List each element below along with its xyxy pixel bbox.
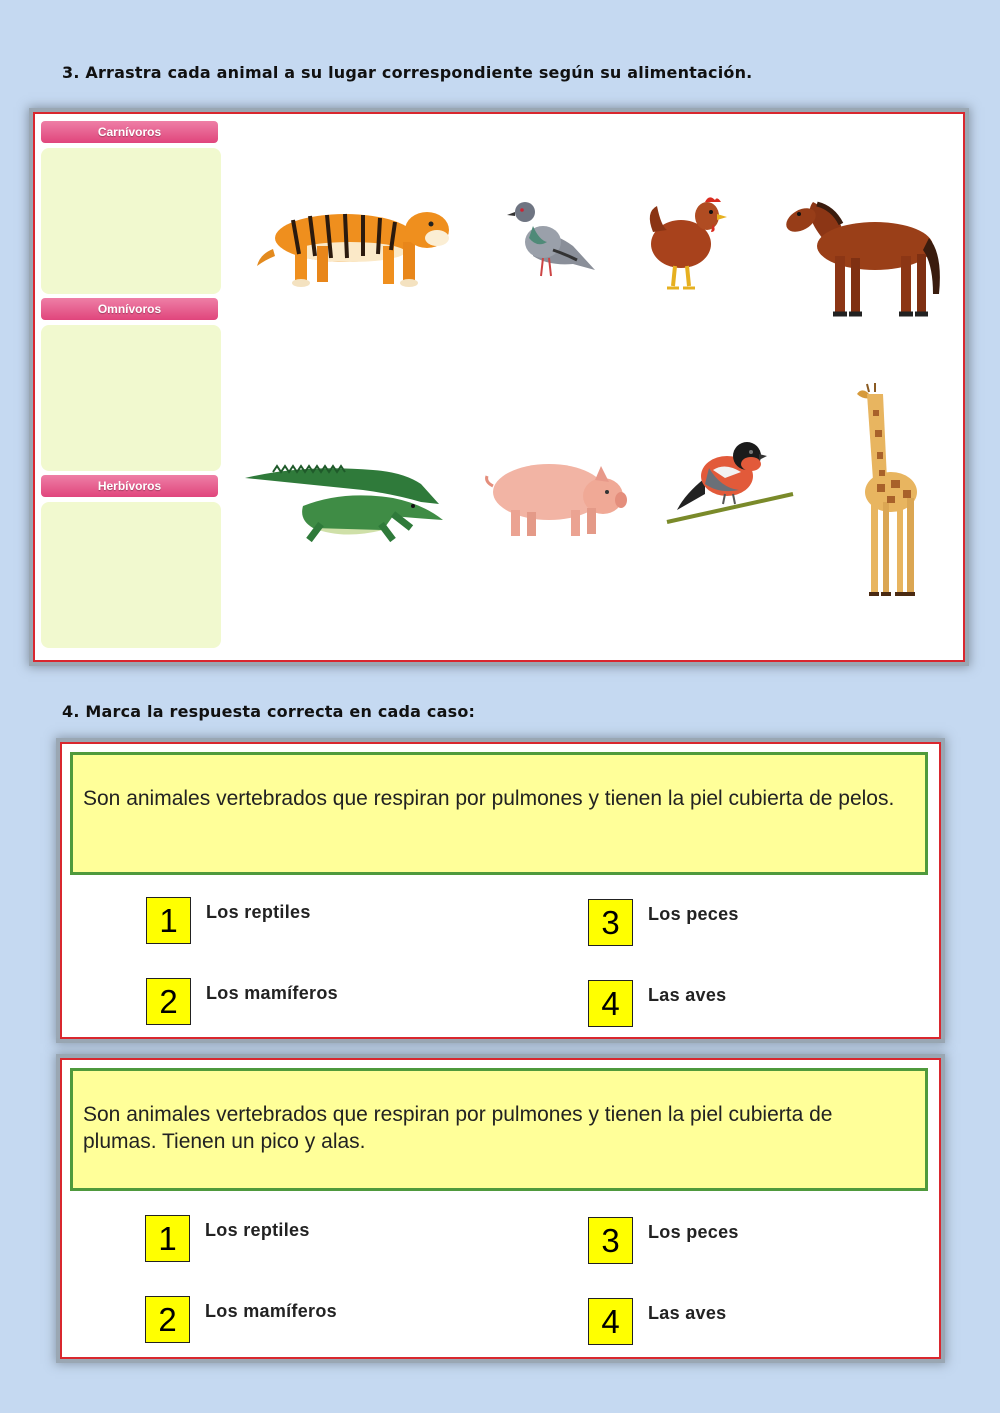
option-label: Los reptiles <box>206 902 311 922</box>
option-label: Los reptiles <box>205 1220 310 1240</box>
pigeon-image[interactable] <box>503 198 598 280</box>
option-number[interactable]: 4 <box>588 1298 633 1345</box>
option-label: Los peces <box>648 904 739 924</box>
option-number[interactable]: 1 <box>145 1215 190 1262</box>
hen-image[interactable] <box>643 192 731 292</box>
drop-zone-carnivoros[interactable] <box>41 148 221 294</box>
option-number[interactable]: 3 <box>588 899 633 946</box>
option-number[interactable]: 3 <box>588 1217 633 1264</box>
giraffe-image[interactable] <box>853 380 925 600</box>
drag-activity-panel <box>33 112 965 662</box>
horse-image[interactable] <box>783 194 943 324</box>
option-number[interactable]: 1 <box>146 897 191 944</box>
category-label-carnivoros: Carnívoros <box>41 121 218 143</box>
quiz-card-2 <box>60 1058 941 1359</box>
bullfinch-image[interactable] <box>665 432 797 527</box>
option-number[interactable]: 2 <box>145 1296 190 1343</box>
category-label-omnivoros: Omnívoros <box>41 298 218 320</box>
instruction-3: 3. Arrastra cada animal a su lugar correspondiente según su alimentación. <box>62 63 753 82</box>
question-box <box>70 1068 928 1191</box>
pig-image[interactable] <box>483 452 628 542</box>
option-label: Las aves <box>648 985 727 1005</box>
option-label: Los mamíferos <box>206 983 338 1003</box>
instruction-4: 4. Marca la respuesta correcta en cada caso: <box>62 702 476 721</box>
tiger-image[interactable] <box>255 194 450 289</box>
option-label: Los mamíferos <box>205 1301 337 1321</box>
question-text: Son animales vertebrados que respiran por pulmones y tienen la piel cubierta de pelos. <box>83 787 895 810</box>
question-box <box>70 752 928 875</box>
quiz-card-1 <box>60 742 941 1039</box>
option-number[interactable]: 2 <box>146 978 191 1025</box>
category-label-herbivoros: Herbívoros <box>41 475 218 497</box>
drop-zone-herbivoros[interactable] <box>41 502 221 648</box>
option-number[interactable]: 4 <box>588 980 633 1027</box>
question-text: Son animales vertebrados que respiran por pulmones y tienen la piel cubierta de plumas. Tienen un pico y alas. <box>83 1103 833 1153</box>
drop-zone-omnivoros[interactable] <box>41 325 221 471</box>
option-label: Las aves <box>648 1303 727 1323</box>
crocodile-image[interactable] <box>243 454 448 544</box>
option-label: Los peces <box>648 1222 739 1242</box>
